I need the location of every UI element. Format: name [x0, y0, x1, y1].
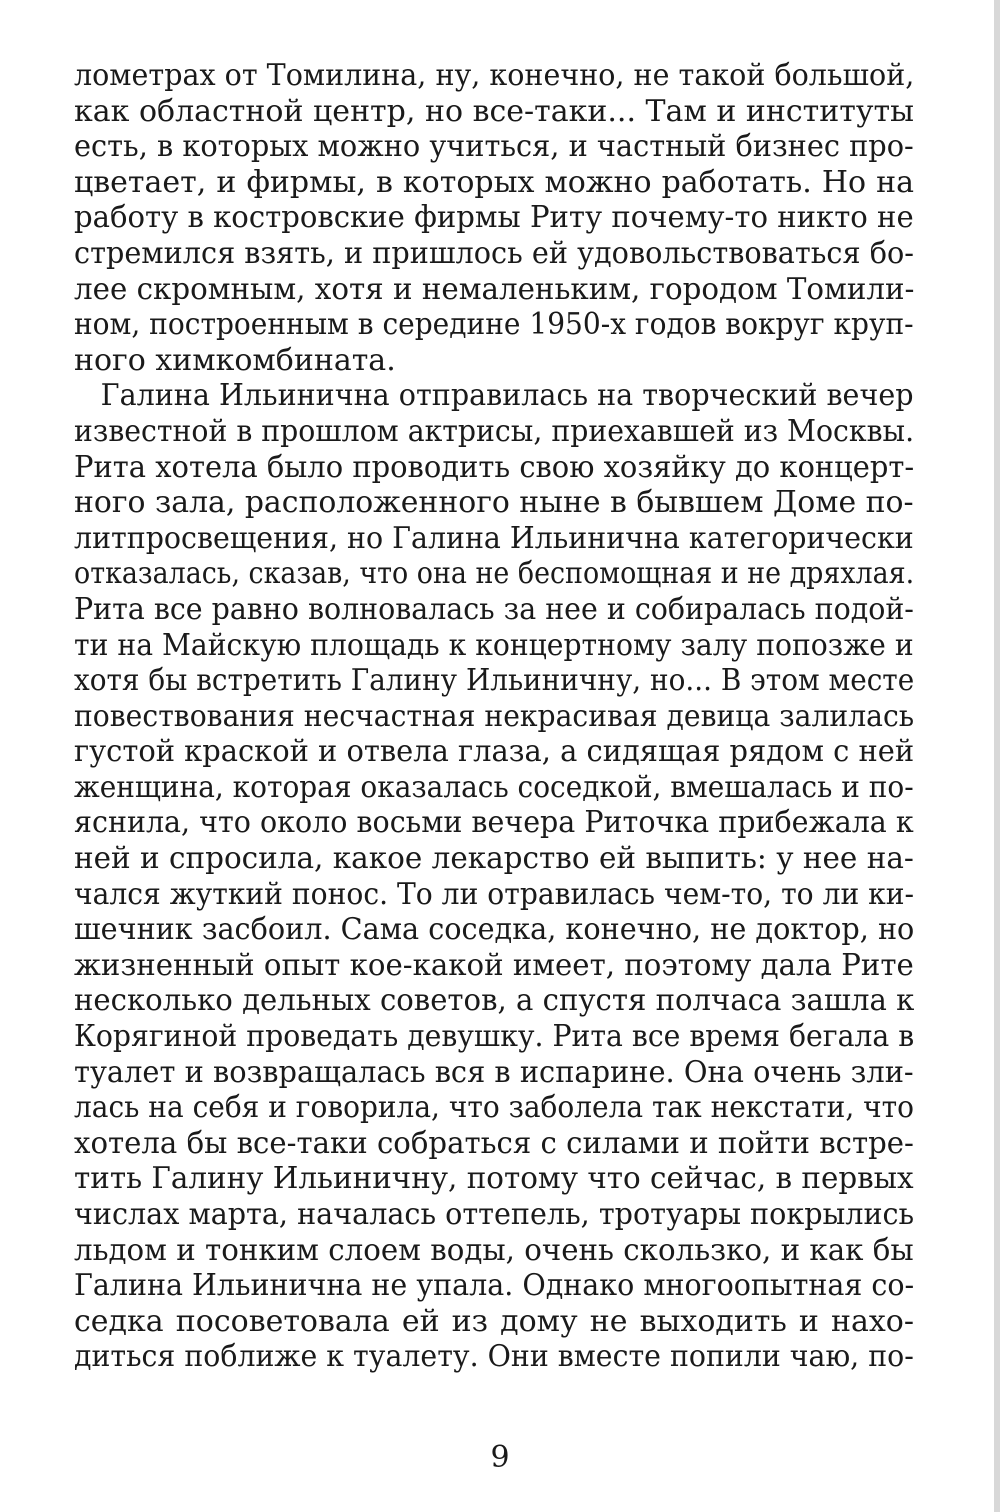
text-line: яснила, что около восьми вечера Риточка прибежала к: [74, 805, 914, 841]
text-line: льдом и тонким слоем воды, очень скользко, и как бы: [74, 1232, 914, 1268]
text-line: ней и спросила, какое лекарство ей выпить: у нее на-: [74, 841, 914, 877]
text-line: повествования несчастная некрасивая девица залилась: [74, 698, 914, 734]
text-line: лее скромным, хотя и немаленьким, городом Томили-: [74, 271, 914, 307]
text-line: как областной центр, но все-таки... Там и институты: [74, 93, 914, 129]
text-line: лась на себя и говорила, что заболела так некстати, что: [74, 1090, 914, 1126]
text-line: ном, построенным в середине 1950-х годов вокруг круп-: [74, 307, 914, 343]
text-line: шечник засбоил. Сама соседка, конечно, не доктор, но: [74, 912, 914, 948]
text-line: седка посоветовала ей из дому не выходить и нахо-: [74, 1303, 914, 1339]
text-line: ти на Майскую площадь к концертному залу попозже и: [74, 627, 914, 663]
text-line: диться поближе к туалету. Они вместе попили чаю, по-: [74, 1339, 914, 1375]
text-line: хотела бы все-таки собраться с силами и пойти встре-: [74, 1125, 914, 1161]
text-line: жизненный опыт кое-какой имеет, поэтому дала Рите: [74, 947, 914, 983]
text-line: отказалась, сказав, что она не беспомощная и не дряхлая.: [74, 556, 914, 592]
text-line: Рита хотела было проводить свою хозяйку до концерт-: [74, 449, 914, 485]
text-line: Рита все равно волновалась за нее и собиралась подой-: [74, 591, 914, 627]
text-line: Галина Ильинична не упала. Однако многоопытная со-: [74, 1268, 914, 1304]
body-text: [74, 58, 914, 1375]
text-line: ного зала, расположенного ныне в бывшем Доме по-: [74, 485, 914, 521]
text-line: хотя бы встретить Галину Ильиничну, но... В этом месте: [74, 663, 914, 699]
text-line: работу в костровские фирмы Риту почему-то никто не: [74, 200, 914, 236]
text-line: чался жуткий понос. То ли отравилась чем-то, то ли ки-: [74, 876, 914, 912]
text-line: есть, в которых можно учиться, и частный бизнес про-: [74, 129, 914, 165]
text-line: несколько дельных советов, а спустя полчаса зашла к: [74, 983, 914, 1019]
text-line: тить Галину Ильиничну, потому что сейчас, в первых: [74, 1161, 914, 1197]
text-line: литпросвещения, но Галина Ильинична категорически: [74, 520, 914, 556]
paragraph-start-line: Галина Ильинична отправилась на творческий вечер: [100, 378, 914, 414]
text-line: Корягиной проведать девушку. Рита все время бегала в: [74, 1019, 914, 1055]
text-line: густой краской и отвела глаза, а сидящая рядом с ней: [74, 734, 914, 770]
text-line: туалет и возвращалась вся в испарине. Она очень зли-: [74, 1054, 914, 1090]
text-line: лометрах от Томилина, ну, конечно, не такой большой,: [74, 58, 914, 93]
text-line: числах марта, началась оттепель, тротуары покрылись: [74, 1197, 914, 1232]
text-line: стремился взять, и пришлось ей удовольствоваться бо-: [74, 235, 914, 271]
page-number: 9: [490, 1440, 510, 1475]
text-line: женщина, которая оказалась соседкой, вмешалась и по-: [74, 769, 914, 805]
text-line: ного химкомбината.: [74, 342, 396, 378]
text-line: известной в прошлом актрисы, приехавшей из Москвы.: [74, 413, 914, 449]
text-line: цветает, и фирмы, в которых можно работать. Но на: [74, 164, 914, 200]
